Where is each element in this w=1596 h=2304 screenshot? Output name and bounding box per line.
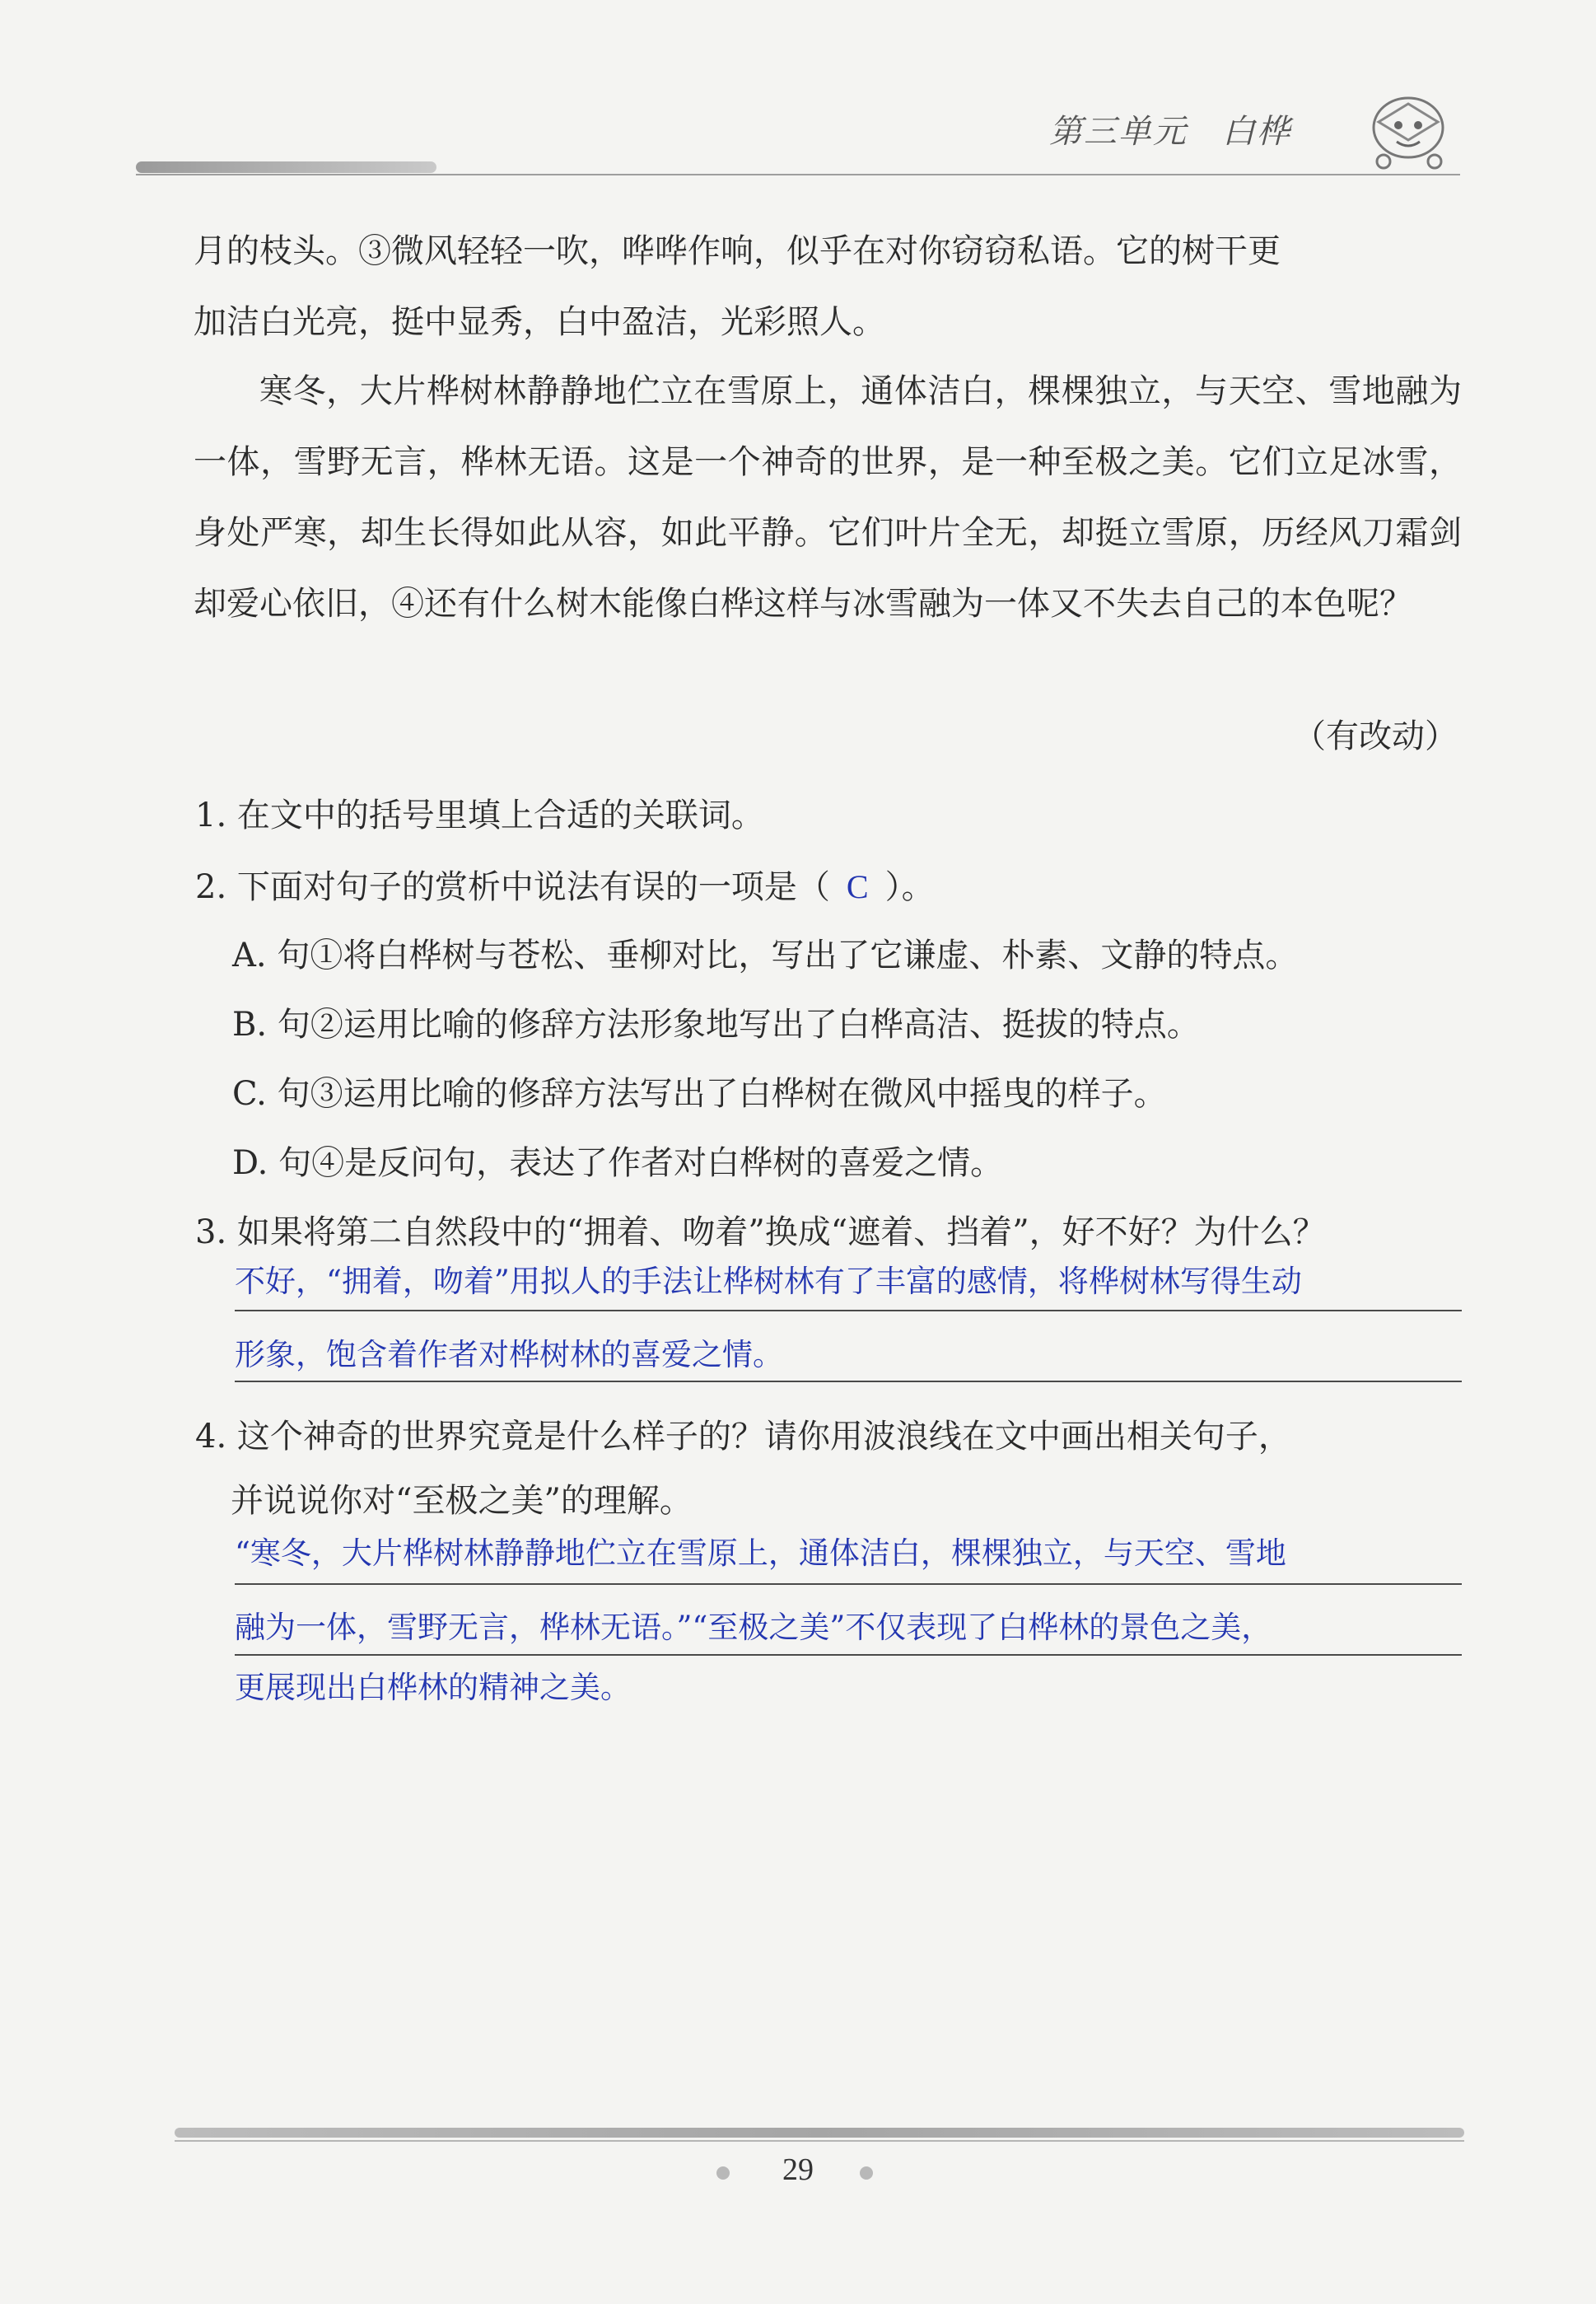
question-4-answer-line: 更展现出白桦林的精神之美。 <box>235 1670 631 1705</box>
header-rule-thin <box>136 174 1460 175</box>
answer-line <box>235 1381 1462 1382</box>
question-4-answer-line: 融为一体，雪野无言，桦林无语。”“至极之美”不仅表现了白桦林的景色之美， <box>235 1610 1272 1645</box>
question-4-cont: 并说说你对“至极之美”的理解。 <box>231 1482 693 1520</box>
option-a: A. 句①将白桦树与苍松、垂柳对比，写出了它谦虚、朴素、文静的特点。 <box>232 937 1299 974</box>
question-3-answer-line: 形象，饱含着作者对桦树林的喜爱之情。 <box>235 1337 783 1372</box>
page-number: 29 <box>782 2152 814 2187</box>
question-4-answer-line: “寒冬，大片桦树林静静地伫立在雪原上，通体洁白，棵棵独立，与天空、雪地 <box>235 1535 1286 1571</box>
question-2-answer: C <box>846 868 869 905</box>
question-3: 3. 如果将第二自然段中的“拥着、吻着”换成“遮着、挡着”，好不好？为什么？ <box>195 1213 1326 1251</box>
option-b: B. 句②运用比喻的修辞方法形象地写出了白桦高洁、挺拔的特点。 <box>232 1006 1200 1044</box>
answer-line <box>235 1310 1462 1311</box>
mascot-icon <box>1359 82 1458 173</box>
question-4: 4. 这个神奇的世界究竟是什么样子的？请你用波浪线在文中画出相关句子， <box>195 1418 1291 1456</box>
footer-rule-thin <box>175 2140 1464 2142</box>
answer-line <box>235 1583 1462 1585</box>
footer-rule <box>175 2128 1464 2138</box>
question-3-answer-line: 不好，“拥着，吻着”用拟人的手法让桦树林有了丰富的感情，将桦树林写得生动 <box>235 1264 1302 1299</box>
question-2: 2. 下面对句子的赏析中说法有误的一项是（ C ）。 <box>195 868 935 906</box>
passage-paragraph-2: 寒冬，大片桦树林静静地伫立在雪原上，通体洁白，棵棵独立，与天空、雪地融为一体，雪野无言，桦林无语。这是一个神奇的世界，是一种至极之美。它们立足冰雪，身处严寒，却生长得如此从容，如此平静。它们叶片全无，却挺立雪原，历经风刀霜剑却爱心依旧，④还有什么树木能像白桦这样与冰雪融为一体又不失去自己的本色呢？ <box>194 372 1462 623</box>
passage-line: 加洁白光亮，挺中显秀，白中盈洁，光彩照人。 <box>194 303 885 341</box>
passage-paragraph-1 <box>194 216 1462 358</box>
option-d: D. 句④是反问句，表达了作者对白桦树的喜爱之情。 <box>232 1144 1004 1182</box>
header-rule <box>136 161 436 173</box>
source-note: （有改动） <box>1293 717 1458 755</box>
question-1: 1. 在文中的括号里填上合适的关联词。 <box>195 797 764 834</box>
dot-icon <box>860 2166 873 2180</box>
unit-title: 第三单元 白桦 <box>1049 113 1291 150</box>
passage-line: 月的枝头。③微风轻轻一吹，哗哗作响，似乎在对你窃窃私语。它的树干更 <box>194 232 1281 270</box>
answer-line <box>235 1654 1462 1656</box>
option-c: C. 句③运用比喻的修辞方法写出了白桦树在微风中摇曳的样子。 <box>232 1075 1167 1113</box>
